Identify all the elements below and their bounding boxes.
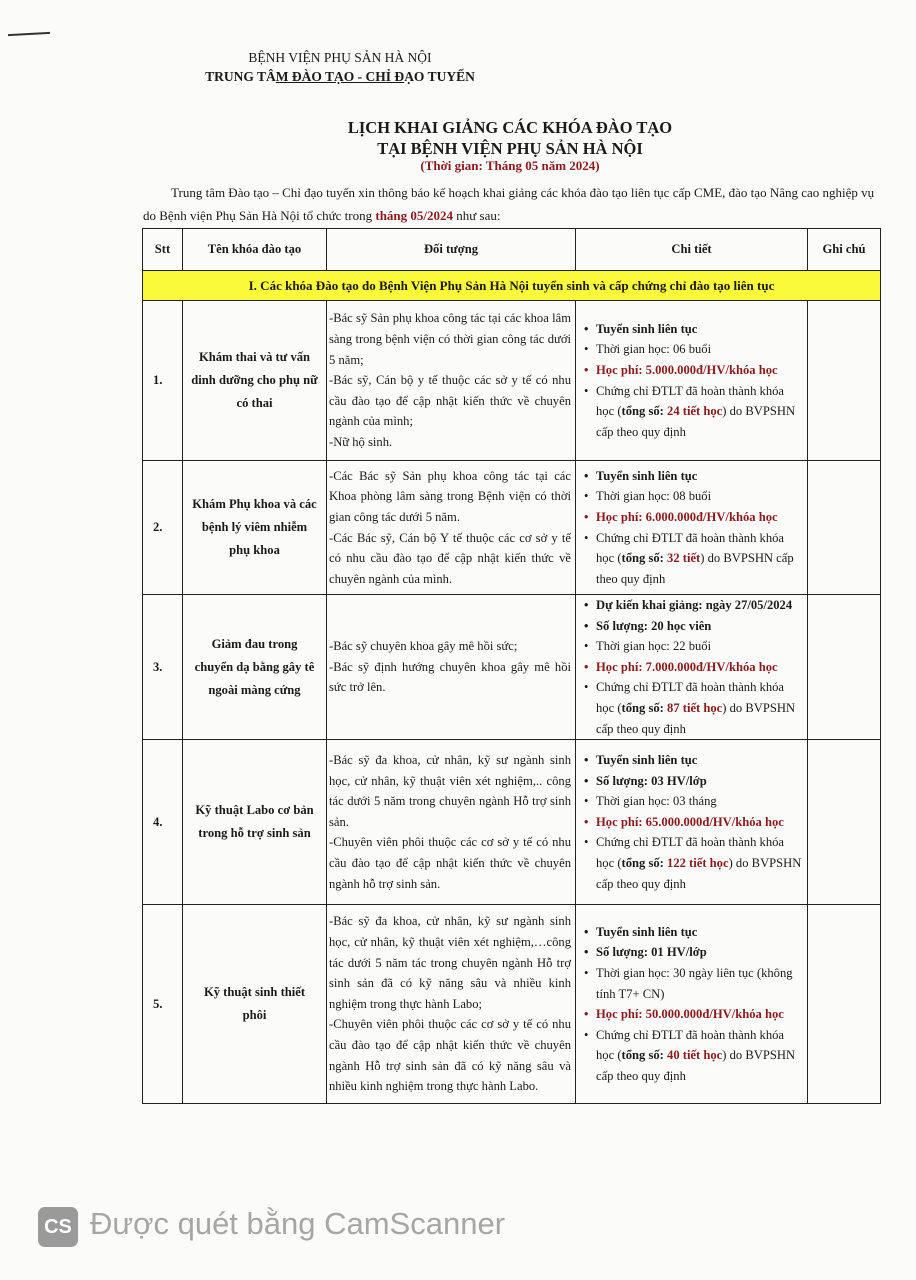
audience-item: -Chuyên viên phôi thuộc các cơ sở y tế có nhu cầu đào tạo để cập nhật kiến thức về chuyên ngành hỗ trợ sinh sản. [329,835,571,891]
dept-part-underlined: M ĐÀO TẠO - CHỈ Đ [275,69,405,84]
scan-mark [8,32,50,36]
detail-text: Số lượng: 20 học viên [596,618,712,633]
note-cell [808,461,881,595]
detail-text: Học phí: 50.000.000đ/HV/khóa học [596,1007,784,1022]
detail-item [588,636,803,657]
detail-item [588,657,803,678]
detail-hours: 32 tiết [667,551,701,566]
detail-hours: 122 tiết học [667,856,729,871]
dept-part: TRUNG TÂ [205,69,276,84]
detail-item [588,750,803,771]
detail-item [588,616,803,637]
detail-text: Thời gian học: 30 ngày liên tục (không tính T7+ CN) [596,965,793,1001]
intro-text: như sau: [453,208,501,223]
detail-item [588,466,803,487]
detail-item [588,812,803,833]
detail-item [588,963,803,1004]
detail-text: Tuyển sinh liên tục [596,468,698,483]
audience-item: -Các Bác sỹ, Cán bộ Y tế thuộc các cơ sở y tế có nhu cầu đào tạo để cập nhật kiến thức về chuyên ngành của mình. [329,530,571,586]
detail-text: Học phí: 7.000.000đ/HV/khóa học [596,659,778,674]
camscanner-watermark: Được quét bằng CamScanner [90,1206,506,1241]
audience-item: -Chuyên viên phôi thuộc các cơ sở y tế có nhu cầu đào tạo để cập nhật kiến thức về chuyên ngành Hỗ trợ sinh sản đã có kỹ năng sâu và nhiều kinh nghiệm trong thực hành Labo. [329,1017,571,1094]
course-table [142,228,881,1104]
detail-text: Thời gian học: 06 buổi [596,342,712,357]
course-name: Khám thai và tư vấn dinh dưỡng cho phụ nữ có thai [183,301,327,461]
org-department [140,69,540,85]
detail-text: Dự kiến khai giảng: ngày 27/05/2024 [596,598,793,612]
detail-text: Số lượng: 01 HV/lớp [596,945,707,960]
audience-item: -Bác sỹ Sản phụ khoa công tác tại các khoa lâm sàng trong bệnh viện có thời gian công tác dưới 5 năm; [329,311,571,367]
detail-item [588,832,803,894]
audience-item: -Bác sỹ đa khoa, cử nhân, kỹ sư ngành sinh học, cử nhân, kỹ thuật viên xét nghiệm,…công tác dưới 5 năm tác trong chuyên ngành Hỗ trợ sinh sản đã có kỹ năng sâu và nhiều kinh nghiệm trong thực hành Labo; [329,914,571,1011]
detail-item [588,942,803,963]
row-number: 4. [143,740,183,905]
detail-text: Học phí: 5.000.000đ/HV/khóa học [596,362,778,377]
column-header: Ghi chú [808,229,881,271]
detail-bold: tổng số: [621,551,668,566]
table-row [143,595,881,740]
detail-text: Chứng chỉ ĐTLT đã hoàn thành khóa học ( [596,1027,785,1063]
detail-text: Tuyển sinh liên tục [596,321,698,336]
details-list [588,922,803,1087]
detail-item [588,360,803,381]
detail-bold: tổng số: [621,404,668,419]
details-list [588,750,803,894]
table-row [143,301,881,461]
column-header: Chi tiết [576,229,808,271]
org-name: BỆNH VIỆN PHỤ SẢN HÀ NỘI [248,50,432,65]
detail-bold: tổng số: [621,700,668,715]
detail-item [588,486,803,507]
document-title-line2: TẠI BỆNH VIỆN PHỤ SẢN HÀ NỘI [377,139,643,158]
intro-text: Trung tâm Đào tạo – Chỉ đạo tuyến xin thông báo kế hoạch khai giảng các khóa đào tạo liên tục cấp CME, đào tạo Nâng cao nghiệp vụ do Bệnh viện Phụ Sản Hà Nội tổ chức trong [143,185,875,223]
note-cell [808,301,881,461]
detail-bold: tổng số: [621,1048,668,1063]
detail-item [588,595,803,616]
audience-item: -Bác sỹ chuyên khoa gây mê hồi sức; [329,639,518,654]
detail-text: ) do BVPSHN cấp theo quy định [596,1048,796,1083]
detail-text: ) do BVPSHN cấp theo quy định [596,700,796,736]
audience-item: -Bác sỹ đa khoa, cử nhân, kỹ sư ngành sinh học, cử nhân, kỹ thuật viên xét nghiệm,.. công tác dưới 5 năm trong chuyên ngành Hỗ trợ sinh sản. [329,753,571,829]
details-cell [576,301,808,461]
detail-text: ) do BVPSHN cấp theo quy định [596,404,796,439]
detail-text: ) do BVPSHN cấp theo quy định [596,551,794,586]
detail-item [588,791,803,812]
details-list [588,319,803,443]
detail-item [588,1004,803,1025]
column-header: Tên khóa đào tạo [183,229,327,271]
detail-item [588,1025,803,1087]
detail-item [588,339,803,360]
column-header: Stt [143,229,183,271]
column-header: Đối tượng [327,229,576,271]
audience-item: -Các Bác sỹ Sản phụ khoa công tác tại các Khoa phòng lâm sàng trong Bệnh viện có thời gian công tác dưới 5 năm. [329,468,571,524]
detail-item [588,528,803,590]
detail-text: Tuyển sinh liên tục [596,753,698,768]
audience-item: -Nữ hộ sinh. [329,434,393,449]
detail-text: Chứng chỉ ĐTLT đã hoàn thành khóa học ( [596,680,785,715]
detail-item [588,922,803,943]
audience-cell [327,461,576,595]
dept-part: ẠO TUYẾN [404,69,475,84]
detail-text: Chứng chỉ ĐTLT đã hoàn thành khóa học ( [596,530,785,566]
section-title: I. Các khóa Đào tạo do Bệnh Viện Phụ Sản Hà Nội tuyển sinh và cấp chứng chỉ đào tạo liên tục [143,271,881,301]
detail-item [588,381,803,443]
detail-hours: 40 tiết học [667,1048,723,1063]
note-cell [808,595,881,740]
row-number: 5. [143,905,183,1104]
section-row [143,271,881,301]
detail-hours: 87 tiết học [667,700,723,715]
camscanner-logo-icon: CS [38,1207,78,1247]
document-title: LỊCH KHAI GIẢNG CÁC KHÓA ĐÀO TẠO [347,118,673,137]
intro-paragraph [143,181,883,227]
audience-item: -Bác sỹ, Cán bộ y tế thuộc các sở y tế có nhu cầu đào tạo để cập nhật kiến thức về chuyên ngành của mình; [329,373,571,429]
detail-text: Chứng chỉ ĐTLT đã hoàn thành khóa học ( [596,383,785,419]
audience-cell [327,905,576,1104]
audience-cell [327,740,576,905]
details-list [588,595,803,739]
table-header [143,229,881,271]
detail-item [588,771,803,792]
row-number: 3. [143,595,183,740]
table-row [143,740,881,905]
audience-cell [327,595,576,740]
detail-text: Chứng chỉ ĐTLT đã hoàn thành khóa học ( [596,835,785,871]
details-cell [576,461,808,595]
details-cell [576,740,808,905]
detail-text: Thời gian học: 03 tháng [596,794,717,809]
course-name: Giảm đau trong chuyển dạ bằng gây tê ngoài màng cứng [183,595,327,740]
table-row [143,905,881,1104]
course-name: Kỹ thuật Labo cơ bản trong hỗ trợ sinh sản [183,740,327,905]
detail-text: ) do BVPSHN cấp theo quy định [596,856,802,891]
row-number: 2. [143,461,183,595]
detail-item [588,319,803,340]
table-row [143,461,881,595]
detail-text: Tuyển sinh liên tục [596,924,698,939]
detail-text: Học phí: 65.000.000đ/HV/khóa học [596,814,784,829]
course-name: Khám Phụ khoa và các bệnh lý viêm nhiễm phụ khoa [183,461,327,595]
details-cell [576,905,808,1104]
course-name: Kỹ thuật sinh thiết phôi [183,905,327,1104]
detail-hours: 24 tiết học [667,404,723,419]
detail-text: Học phí: 6.000.000đ/HV/khóa học [596,509,778,524]
detail-text: Số lượng: 03 HV/lớp [596,773,707,788]
row-number: 1. [143,301,183,461]
details-list [588,466,803,590]
note-cell [808,740,881,905]
detail-item [588,677,803,739]
detail-item [588,507,803,528]
details-cell [576,595,808,740]
detail-bold: tổng số: [621,856,668,871]
detail-text: Thời gian học: 08 buổi [596,489,712,504]
audience-cell [327,301,576,461]
audience-item: -Bác sỹ định hướng chuyên khoa gây mê hồi sức trở lên. [329,659,571,695]
note-cell [808,905,881,1104]
document-subtitle: (Thời gian: Tháng 05 năm 2024) [420,158,600,173]
intro-highlight: tháng 05/2024 [375,208,454,223]
detail-text: Thời gian học: 22 buổi [596,639,712,654]
